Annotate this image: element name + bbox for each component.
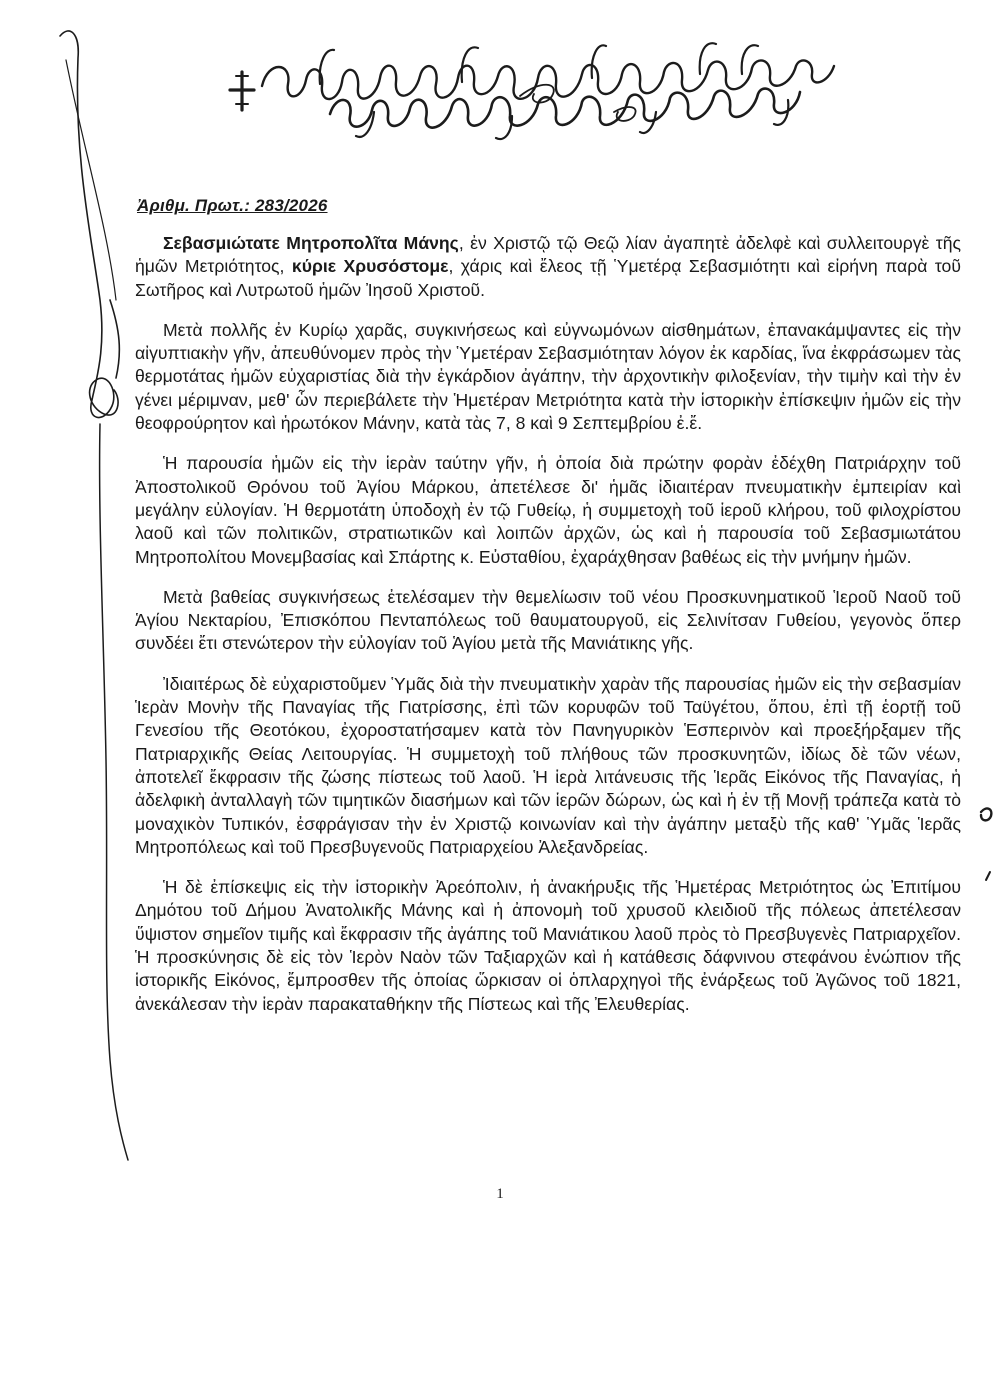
paragraph: Ἡ δὲ ἐπίσκεψις εἰς τὴν ἱστορικὴν Ἀρεόπολιν, ἡ ἀνακήρυξις τῆς Ἡμετέρας Μετριότητος ὡς Ἐπιτίμου Δημότου τοῦ Δήμου Ἀνατολικῆς Μάνης καὶ ἡ ἀπονομὴ τοῦ χρυσοῦ κλειδιοῦ τῆς πόλεως ἀπετέλεσαν ὕψιστον σημεῖον τιμῆς καὶ ἔκφρασιν τῆς ἀγάπης τοῦ Μανιάτικου λαοῦ πρὸς τὸ Πρεσβυγενὲς Πατριαρχεῖον. Ἡ προσκύνησις δὲ εἰς τὸν Ἱερὸν Ναὸν τῶν Ταξιαρχῶν καὶ ἡ κατάθεσις δάφνινου στεφάνου ἐνώπιον τῆς ἱστορικῆς Εἰκόνος, ἔμπροσθεν τῆς ὁποίας ὥρκισαν οἱ ὁπλαρχηγοὶ τῆς ἐνάρξεως τοῦ Ἀγῶνος τοῦ 1821, ἀνεκάλεσαν τὴν ἱερὰν παρακαταθήκην τῆς Πίστεως καὶ τῆς Ἐλευθερίας. <box>135 877 961 1014</box>
paragraph: Ἡ παρουσία ἡμῶν εἰς τὴν ἱερὰν ταύτην γῆν, ἡ ὁποία διὰ πρώτην φορὰν ἐδέχθη Πατριάρχην τοῦ Ἀποστολικοῦ Θρόνου τοῦ Ἁγίου Μάρκου, ἀπετέλεσε δι' ἡμᾶς ἰδιαιτέραν πνευματικὴν ἐμπειρίαν καὶ μεγάλην εὐλογίαν. Ἡ θερμοτάτη ὑποδοχὴ ἐν τῷ Γυθείῳ, ἡ συμμετοχὴ τοῦ ἱεροῦ κλήρου, τοῦ φιλοχρίστου λαοῦ καὶ τῶν πολιτικῶν, στρατιωτικῶν καὶ λοιπῶν ἀρχῶν, ὡς καὶ ἡ παρουσία τοῦ Σεβασμιωτάτου Μητροπολίτου Μονεμβασίας καὶ Σπάρτης κ. Εὐσταθίου, ἐχαράχθησαν βαθέως εἰς τὴν μνήμην ἡμῶν. <box>135 453 961 567</box>
addressee: Σεβασμιώτατε Μητροπολῖτα Μάνης <box>163 233 459 253</box>
letter-body <box>135 232 961 1033</box>
paragraph: Μετὰ βαθείας συγκινήσεως ἐτελέσαμεν τὴν θεμελίωσιν τοῦ νέου Προσκυνηματικοῦ Ἱεροῦ Ναοῦ τοῦ Ἁγίου Νεκταρίου, Ἐπισκόπου Πενταπόλεως τοῦ θαυματουργοῦ, εἰς Σελινίτσαν Γυθείου, γεγονὸς ὅπερ συνδέει ἔτι στενώτερον τὴν εὐλογίαν τοῦ Ἁγίου μετὰ τῆς Μανιάτικης γῆς. <box>135 586 961 654</box>
addressee-name: κύριε Χρυσόστομε <box>291 256 449 277</box>
salutation-paragraph <box>135 232 961 302</box>
paragraph: Ἰδιαιτέρως δὲ εὐχαριστοῦμεν Ὑμᾶς διὰ τὴν πνευματικὴν χαρὰν τῆς παρουσίας ἡμῶν εἰς τὴν σεβασμίαν Ἱερὰν Μονὴν τῆς Παναγίας τῆς Γιατρίσσης, ἐπὶ τῶν κορυφῶν τοῦ Ταϋγέτου, ὅπου, ἐπὶ τῇ ἑορτῇ τοῦ Γενεσίου τῆς Θεοτόκου, ἐχοροστατήσαμεν κατὰ τὸν Πανηγυρικὸν Ἑσπερινὸν καὶ προεξήρξαμεν τῆς Πατριαρχικῆς Θείας Λειτουργίας. Ἡ συμμετοχὴ τοῦ πλήθους τῶν προσκυνητῶν, ἰδίως δὲ τῶν νέων, ἀποτελεῖ ἔκφρασιν τῆς ζώσης πίστεως τοῦ λαοῦ. Ἡ ἱερὰ λιτάνευσις τῆς Ἱερᾶς Εἰκόνος τῆς Παναγίας, ἡ ἀδελφικὴ ἀνταλλαγὴ τῶν τιμητικῶν διασήμων καὶ τῶν ἱερῶν δώρων, ὡς καὶ ἡ ἐν τῇ Μονῇ τράπεζα κατὰ τὸ μοναχικὸν Τυπικόν, ἐσφράγισαν τὴν ἐν Χριστῷ κοινωνίαν καὶ τὴν ἀγάπην μεταξὺ τῆς καθ' Ὑμᾶς Ἱερᾶς Μητροπόλεως καὶ τοῦ Πρεσβυγενοῦς Πατριαρχείου Ἀλεξανδρείας. <box>135 673 961 857</box>
paragraph: Μετὰ πολλῆς ἐν Κυρίῳ χαρᾶς, συγκινήσεως καὶ εὐγνωμόνων αἰσθημάτων, ἐπανακάμψαντες εἰς τὴν αἰγυπτιακὴν γῆν, ἀπευθύνομεν πρὸς τὴν Ὑμετέραν Σεβασμιότηταν λόγον ἐκ καρδίας, ἵνα ἐκφράσωμεν τὰς θερμοτάτας ἡμῶν εὐχαριστίας διὰ τὴν ἐγκάρδιον ἀγάπην, τὴν ἀρχοντικὴν φιλοξενίαν, τὴν τιμὴν καὶ τὴν ἐν γένει μέριμναν, μεθ' ὧν περιεβάλετε τὴν Ἡμετέραν Μετριότητα κατὰ τὴν ἱστορικὴν ἐπίσκεψιν ἡμῶν εἰς τὴν θεοφρούρητον καὶ ἡρωτόκον Μάνην, κατὰ τὰς 7, 8 καὶ 9 Σεπτεμβρίου ἐ.ἔ. <box>135 319 961 434</box>
salutation-text-2: , χάρις καὶ ἔλεος τῇ Ὑμετέρᾳ Σεβασμιότητι καὶ εἰρήνη παρὰ τοῦ Σωτῆρος καὶ Λυτρωτοῦ ἡμῶν Ἰησοῦ Χριστοῦ. <box>135 256 961 300</box>
page-number: 1 <box>496 1186 504 1202</box>
protocol-number: Ἀριθμ. Πρωτ.: 283/2026 <box>137 196 328 215</box>
salutation-text-1: , ἐν Χριστῷ τῷ Θεῷ λίαν ἀγαπητὲ ἀδελφὲ καὶ συλλειτουργὲ τῆς ἡμῶν Μετριότητος, <box>135 233 961 277</box>
